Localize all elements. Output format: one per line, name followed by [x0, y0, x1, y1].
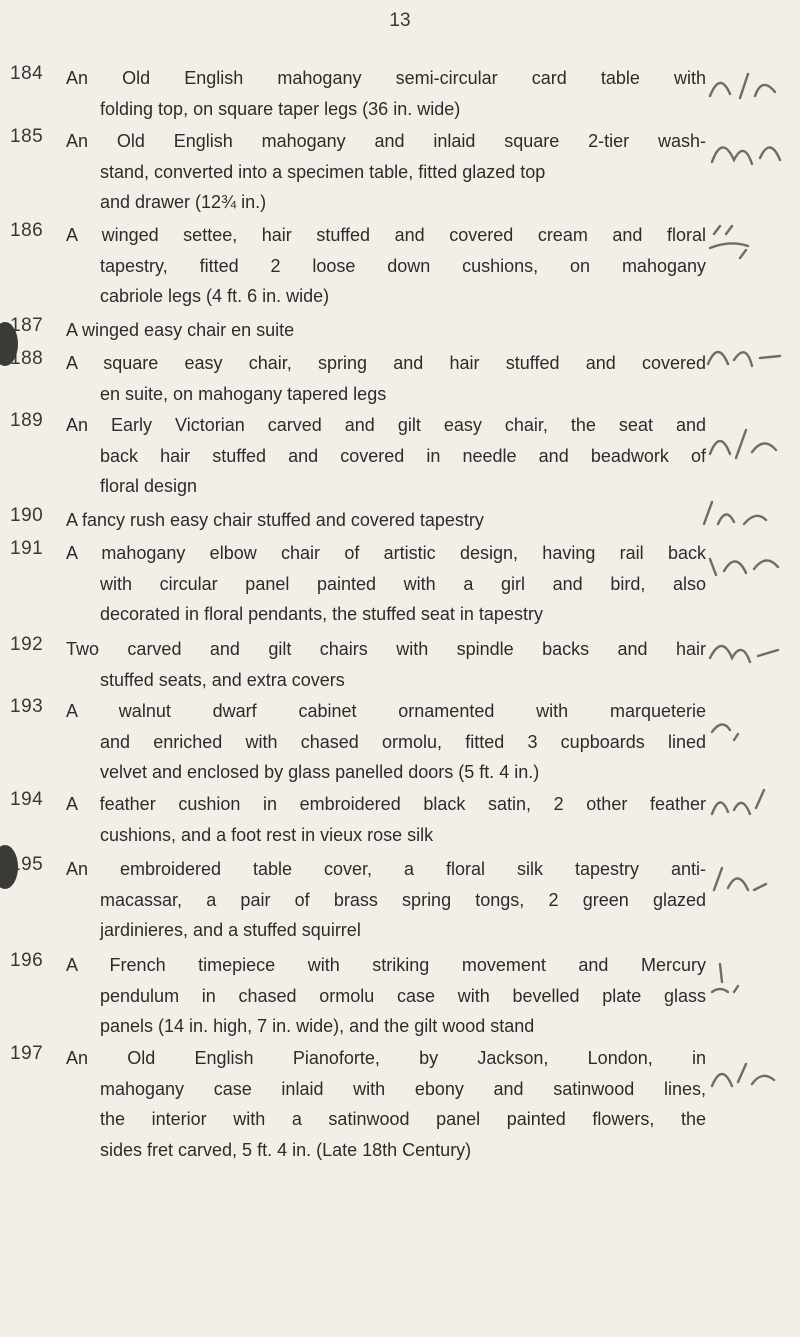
lot-line: An Old English mahogany and inlaid square 2-tier wash- — [66, 131, 706, 151]
lot-number: 190 — [10, 505, 44, 526]
lot-number: 189 — [10, 410, 44, 431]
handwritten-price-mark — [700, 222, 786, 262]
lot-line: A mahogany elbow chair of artistic design, having rail back — [66, 543, 706, 563]
lot-description — [66, 315, 706, 346]
lot-number: 192 — [10, 634, 44, 655]
lot-line: A French timepiece with striking movement and Mercury — [66, 955, 706, 975]
lot-line-text: A winged easy chair en suite — [66, 320, 295, 340]
lot-line: A square easy chair, spring and hair stuffed and covered — [66, 353, 706, 373]
lot-line: cushions, and a foot rest in vieux rose silk — [100, 824, 434, 845]
lot-description — [66, 505, 706, 536]
lot-line: cabriole legs (4 ft. 6 in. wide) — [100, 286, 330, 306]
lot-line-text: A fancy rush easy chair stuffed and covered tapestry — [66, 510, 484, 530]
handwritten-price-mark — [700, 424, 786, 464]
lot-description — [66, 950, 706, 1042]
lot-line — [66, 505, 706, 536]
lot-description — [66, 348, 706, 409]
lot-number: 184 — [10, 63, 44, 84]
lot-line — [66, 315, 706, 346]
lot-line: An Early Victorian carved and gilt easy chair, the seat and — [66, 415, 706, 435]
lot-number: 187 — [10, 315, 44, 336]
lot-description — [66, 126, 706, 218]
lot-line: jardinieres, and a stuffed squirrel — [100, 920, 361, 940]
lot-number: 193 — [10, 696, 44, 717]
lot-line: An Old English mahogany semi-circular card table with — [66, 68, 706, 88]
lot-line: A feather cushion in embroidered black satin, 2 other feather — [66, 794, 706, 814]
handwritten-price-mark — [700, 545, 786, 585]
lot-line: mahogany case inlaid with ebony and satinwood lines, — [100, 1078, 706, 1099]
lot-number: 195 — [10, 854, 44, 875]
handwritten-price-mark — [700, 710, 786, 750]
lot-number: 191 — [10, 538, 44, 559]
lot-line: floral design — [100, 476, 198, 496]
lot-line: and enriched with chased ormolu, fitted 3 cupboards lined — [100, 731, 706, 752]
lot-line: with circular panel painted with a girl and bird, also — [100, 573, 706, 594]
handwritten-price-mark — [700, 958, 786, 998]
handwritten-price-mark — [700, 334, 786, 374]
lot-line: en suite, on mahogany tapered legs — [100, 383, 387, 404]
handwritten-price-mark — [700, 1056, 786, 1096]
lot-number: 194 — [10, 789, 44, 810]
lot-description — [66, 410, 706, 502]
page-number: 13 — [389, 10, 411, 31]
lot-line: stuffed seats, and extra covers — [100, 669, 345, 690]
lot-number: 186 — [10, 220, 44, 241]
lot-description — [66, 789, 706, 850]
handwritten-price-mark — [700, 860, 786, 900]
lot-line: tapestry, fitted 2 loose down cushions, on mahogany — [100, 255, 706, 276]
lot-line: the interior with a satinwood panel painted flowers, the — [100, 1109, 706, 1129]
lot-line: Two carved and gilt chairs with spindle backs and hair — [66, 639, 706, 659]
lot-description — [66, 1043, 706, 1165]
lot-line: sides fret carved, 5 ft. 4 in. (Late 18th Century) — [100, 1139, 472, 1160]
lot-number: 185 — [10, 126, 44, 147]
lot-line: stand, converted into a specimen table, fitted glazed top — [100, 161, 546, 182]
lot-line: An Old English Pianoforte, by Jackson, London, in — [66, 1048, 706, 1068]
lot-description — [66, 220, 706, 312]
lot-line: An embroidered table cover, a floral silk tapestry anti- — [66, 859, 706, 879]
lot-line: panels (14 in. high, 7 in. wide), and the gilt wood stand — [100, 1016, 535, 1036]
lot-number: 196 — [10, 950, 44, 971]
lot-description — [66, 63, 706, 124]
lot-line: A winged settee, hair stuffed and covered cream and floral — [66, 225, 706, 245]
lot-description — [66, 696, 706, 788]
handwritten-price-mark — [700, 66, 786, 106]
lot-line: decorated in floral pendants, the stuffed seat in tapestry — [100, 604, 543, 624]
lot-line: back hair stuffed and covered in needle and beadwork of — [100, 445, 706, 466]
lot-number: 188 — [10, 348, 44, 369]
handwritten-price-mark — [700, 784, 786, 824]
lot-line: and drawer (12¾ in.) — [100, 192, 267, 212]
lot-line: velvet and enclosed by glass panelled doors (5 ft. 4 in.) — [100, 762, 540, 782]
lot-description — [66, 538, 706, 630]
lot-line: folding top, on square taper legs (36 in. wide) — [100, 98, 461, 119]
lot-line: pendulum in chased ormolu case with bevelled plate glass — [100, 985, 706, 1006]
lot-description — [66, 854, 706, 946]
lot-number: 197 — [10, 1043, 44, 1064]
handwritten-price-mark — [700, 496, 786, 536]
lot-line: macassar, a pair of brass spring tongs, 2 green glazed — [100, 889, 706, 910]
handwritten-price-mark — [700, 630, 786, 670]
lot-description — [66, 634, 706, 695]
lot-line: A walnut dwarf cabinet ornamented with marqueterie — [66, 701, 706, 721]
handwritten-price-mark — [700, 130, 786, 170]
